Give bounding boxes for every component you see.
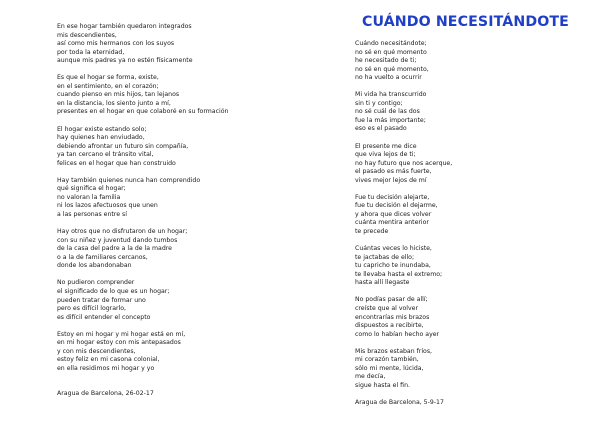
- stanza: [57, 74, 228, 117]
- poem-line: con su niñez y juventud dando tumbos: [57, 236, 178, 244]
- poem-line: fue tu decisión el dejarme,: [355, 202, 438, 210]
- poem-line: a las personas entre sí: [57, 211, 127, 219]
- poem-line: te llevaba hasta el extremo;: [355, 270, 443, 278]
- poem-line: presentes en el hogar en que colaboré en su formación: [57, 108, 229, 116]
- poem-line: vives mejor lejos de mí: [355, 176, 427, 184]
- stanza: [57, 228, 228, 271]
- poem-line: el pasado es más fuerte,: [355, 168, 432, 176]
- stanza: [57, 126, 228, 169]
- poem-line: ya tan cercano el tránsito vital,: [57, 151, 154, 159]
- poem-line: El hogar existe estando solo;: [57, 125, 147, 133]
- poem-line: debiendo afrontar un futuro sin compañía,: [57, 142, 189, 150]
- poem-line: en mi hogar estoy con mis antepasados: [57, 339, 181, 347]
- poem-line: creíste que al volver: [355, 304, 419, 312]
- poem-line: como lo habían hecho ayer: [355, 330, 440, 338]
- poem-line: Hay otros que no disfrutaron de un hogar;: [57, 228, 188, 236]
- poem-line: El presente me dice: [355, 142, 417, 150]
- poem-line: Es que el hogar se forma, existe,: [57, 74, 159, 82]
- poem-line: te precede: [355, 228, 389, 236]
- poem-line: no valoran la familia: [57, 193, 121, 201]
- stanza: [355, 143, 452, 186]
- right-page: [300, 0, 600, 424]
- poem-line: felices en el hogar que han construido: [57, 159, 176, 167]
- poem-line: cuánta mentira anterior: [355, 219, 429, 227]
- poem-line: hasta allí llegaste: [355, 279, 410, 287]
- poem-line: es difícil entender el concepto: [57, 313, 151, 321]
- stanza: [57, 331, 228, 374]
- poem-line: no hay futuro que nos acerque,: [355, 159, 453, 167]
- poem-line: y con mis descendientes,: [57, 347, 136, 355]
- poem-line: me decía,: [355, 373, 386, 381]
- poem-line: el significado de lo que es un hogar;: [57, 287, 170, 295]
- poem-line: que viva lejos de ti;: [355, 151, 416, 159]
- poem-line: mi corazón también,: [355, 356, 419, 364]
- poem-line: en el sentimiento, en el corazón;: [57, 82, 159, 90]
- poem-line: así como mis hermanos con los suyos: [57, 40, 175, 48]
- poem-line: Mi vida ha transcurrido: [355, 91, 427, 99]
- poem-title: CUÁNDO NECESITÁNDOTE: [362, 14, 569, 30]
- poem-line: fue la más importante;: [355, 116, 426, 124]
- poem-line: Hay también quienes nunca han comprendido: [57, 176, 201, 184]
- poem-line: sigue hasta el fin.: [355, 381, 410, 389]
- poem-line: sin ti y contigo;: [355, 99, 403, 107]
- poem-line: he necesitado de ti;: [355, 57, 417, 65]
- poem-line: dispuestos a recibirte,: [355, 322, 424, 330]
- poem-line: en la distancia, los siento junto a mí,: [57, 99, 171, 107]
- poem-line: pero es difícil lograrlo,: [57, 305, 127, 313]
- poem-line: o a la de familiares cercanos,: [57, 253, 148, 261]
- stanza: [355, 296, 452, 339]
- poem-line: hay quienes han enviudado,: [57, 134, 145, 142]
- poem-line: en ella residimos mi hogar y yo: [57, 364, 155, 372]
- poem-line: ni los lazos afectuosos que unen: [57, 202, 158, 210]
- stanza: [355, 194, 452, 237]
- stanza: [355, 348, 452, 391]
- poem-line: de la casa del padre a la de la madre: [57, 245, 172, 253]
- stanza: [57, 23, 228, 66]
- poem-line: mis descendientes,: [57, 31, 117, 39]
- poem-line: Fue tu decisión alejarte,: [355, 193, 430, 201]
- poem-line: aunque mis padres ya no estén físicamente: [57, 57, 193, 65]
- stanza: [57, 279, 228, 322]
- poem-line: encontrarías mis brazos: [355, 313, 430, 321]
- poem-line: estoy feliz en mi casona colonial,: [57, 356, 160, 364]
- poem-line: No podías pasar de allí;: [355, 296, 428, 304]
- poem-line: no ha vuelto a ocurrir: [355, 74, 422, 82]
- poem-line: no sé en qué momento,: [355, 65, 429, 73]
- signature: Aragua de Barcelona, 5-9-17: [355, 398, 444, 406]
- poem-line: no sé en qué momento: [355, 48, 427, 56]
- poem-line: qué significa el hogar;: [57, 185, 126, 193]
- right-poem-body: [355, 40, 452, 408]
- poem-line: pueden tratar de formar uno: [57, 296, 146, 304]
- poem-line: cuando pienso en mis hijos, tan lejanos: [57, 91, 180, 99]
- left-poem-body: [57, 23, 228, 399]
- stanza: [355, 245, 452, 288]
- poem-line: Estoy en mi hogar y mi hogar está en mí,: [57, 330, 186, 338]
- signature: Aragua de Barcelona, 26-02-17: [57, 390, 154, 398]
- poem-line: Mis brazos estaban fríos,: [355, 347, 433, 355]
- stanza: [355, 91, 452, 134]
- poem-line: Cuántas veces lo hiciste,: [355, 245, 432, 253]
- poem-line: por toda la eternidad,: [57, 48, 125, 56]
- poem-line: eso es el pasado: [355, 125, 407, 133]
- poem-line: En ese hogar también quedaron integrados: [57, 23, 192, 30]
- poem-line: sólo mi mente, lúcida,: [355, 364, 424, 372]
- poem-line: te jactabas de ello;: [355, 253, 415, 261]
- poem-line: no sé cuál de las dos: [355, 108, 420, 116]
- stanza: [57, 177, 228, 220]
- poem-line: tu capricho te inundaba,: [355, 262, 431, 270]
- poem-line: donde los abandonaban: [57, 262, 132, 270]
- poem-line: y ahora que dices volver: [355, 210, 432, 218]
- poem-line: No pudieron comprender: [57, 279, 135, 287]
- stanza: [355, 40, 452, 83]
- poem-line: Cuándo necesitándote;: [355, 40, 427, 47]
